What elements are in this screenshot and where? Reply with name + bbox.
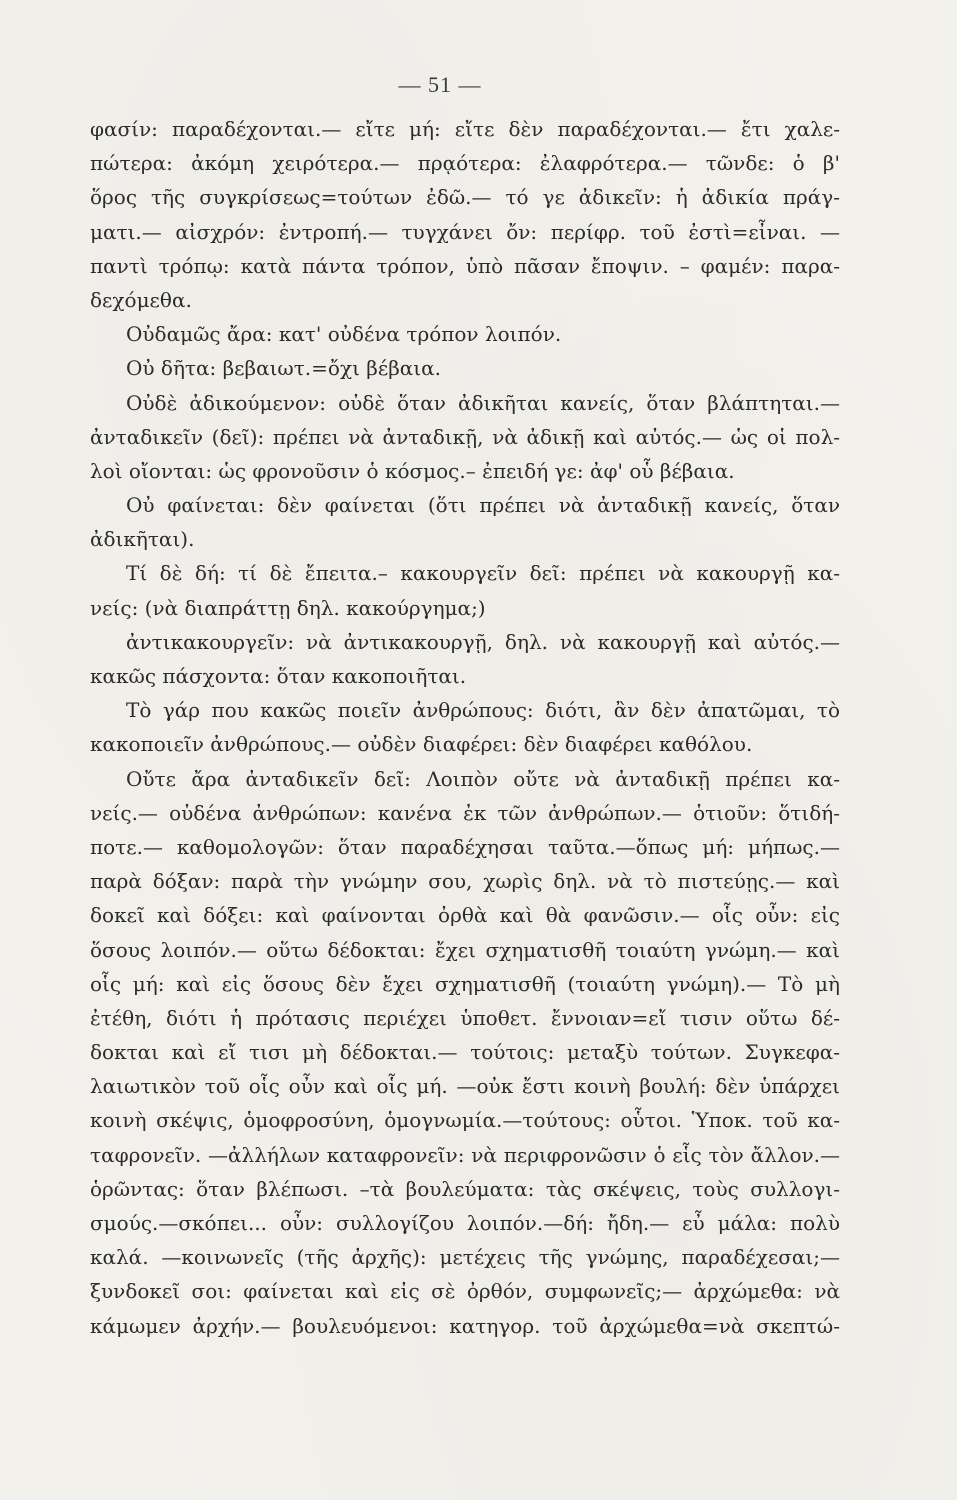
text-line: οἷς μή: καὶ εἰς ὅσους δὲν ἔχει σχηματισθῆ (τοιαύτη γνώμη).— Τὸ μὴ [90, 971, 840, 996]
text-line: Τὸ γάρ που κακῶς ποιεῖν ἀνθρώπους: διότι, ἂν δὲν ἀπατῶμαι, τὸ [126, 698, 840, 723]
page-number: — 51 — [398, 72, 482, 97]
text-line: νείς: (νὰ διαπράττῃ δηλ. κακούργημα;) [90, 595, 486, 620]
text-line: φασίν: παραδέχονται.— εἴτε μή: εἴτε δὲν παραδέχονται.— ἔτι χαλε- [90, 117, 840, 141]
text-line: ὅσους λοιπόν.— οὕτω δέδοκται: ἔχει σχηματισθῆ τοιαύτη γνώμη.— καὶ [90, 937, 840, 962]
text-line: δεχόμεθα. [90, 287, 192, 312]
text-line: παρὰ δόξαν: παρὰ τὴν γνώμην σου, χωρὶς δηλ. νὰ τὸ πιστεύῃς.— καὶ [90, 869, 840, 894]
text-line: ματι.— αἰσχρόν: ἐντροπή.— τυγχάνει ὄν: περίφρ. τοῦ ἐστὶ=εἶναι. — [90, 219, 840, 244]
text-line: ποτε.— καθομολογῶν: ὅταν παραδέχησαι ταῦτα.—ὅπως μή: μήπως.— [90, 834, 840, 859]
text-line: καλά. —κοινωνεῖς (τῆς ἀρχῆς): μετέχεις τῆς γνώμης, παραδέχεσαι;— [90, 1245, 840, 1270]
text-line: ἐτέθη, διότι ἡ πρότασις περιέχει ὑποθετ. ἔννοιαν=εἴ τισιν οὕτω δέ- [90, 1005, 840, 1030]
commentary-text-block [90, 112, 840, 1343]
text-line: ἀντικακουργεῖν: νὰ ἀντικακουργῇ, δηλ. νὰ κακουργῇ καὶ αὐτός.— [126, 629, 840, 654]
text-line: Οὐδαμῶς ἄρα: κατ' οὐδένα τρόπον λοιπόν. [126, 322, 562, 347]
text-line: ἀνταδικεῖν (δεῖ): πρέπει νὰ ἀνταδικῇ, νὰ ἀδικῇ καὶ αὐτός.— ὡς οἱ πολ- [90, 424, 840, 449]
text-line: Οὐδὲ ἀδικούμενον: οὐδὲ ὅταν ἀδικῆται κανείς, ὅταν βλάπτηται.— [126, 390, 840, 415]
text-line: κάμωμεν ἀρχήν.— βουλευόμενοι: κατηγορ. τοῦ ἀρχώμεθα=νὰ σκεπτώ- [90, 1313, 840, 1338]
text-line: κοινὴ σκέψις, ὁμοφροσύνη, ὁμογνωμία.—τούτους: οὗτοι. Ὑποκ. τοῦ κα- [90, 1108, 840, 1133]
text-line: δοκται καὶ εἴ τισι μὴ δέδοκται.— τούτοις: μεταξὺ τούτων. Συγκεφα- [90, 1040, 840, 1065]
text-line: κακῶς πάσχοντα: ὅταν κακοποιῆται. [90, 664, 467, 688]
text-line: Τί δὲ δή: τί δὲ ἔπειτα.– κακουργεῖν δεῖ: πρέπει νὰ κακουργῇ κα- [126, 561, 840, 586]
text-line: Οὐ φαίνεται: δὲν φαίνεται (ὅτι πρέπει νὰ ἀνταδικῇ κανείς, ὅταν [126, 493, 840, 518]
text-line: δοκεῖ καὶ δόξει: καὶ φαίνονται ὀρθὰ καὶ θὰ φανῶσιν.— οἷς οὖν: εἰς [90, 903, 840, 928]
text-line: κακοποιεῖν ἀνθρώπους.— οὐδὲν διαφέρει: δὲν διαφέρει καθόλου. [90, 732, 753, 757]
text-line: σμούς.—σκόπει... οὖν: συλλογίζου λοιπόν.—δή: ἤδη.— εὖ μάλα: πολὺ [90, 1211, 840, 1235]
text-line: ξυνδοκεῖ σοι: φαίνεται καὶ εἰς σὲ ὀρθόν, συμφωνεῖς;— ἀρχώμεθα: νὰ [90, 1279, 840, 1304]
text-line: Οὔτε ἄρα ἀνταδικεῖν δεῖ: Λοιπὸν οὔτε νὰ ἀνταδικῇ πρέπει κα- [126, 766, 840, 791]
text-line: λοὶ οἴονται: ὡς φρονοῦσιν ὁ κόσμος.– ἐπειδή γε: ἀφ' οὗ βέβαια. [90, 458, 735, 483]
text-line: λαιωτικὸν τοῦ οἷς οὖν καὶ οἷς μή. —οὐκ ἔστι κοινὴ βουλή: δὲν ὑπάρχει [90, 1074, 840, 1099]
text-line: ἀδικῆται). [90, 527, 195, 552]
text-line: ταφρονεῖν. —ἀλλήλων καταφρονεῖν: νὰ περιφρονῶσιν ὁ εἷς τὸν ἄλλον.— [90, 1142, 840, 1167]
text-line: ὅρος τῆς συγκρίσεως=τούτων ἐδῶ.— τό γε ἀδικεῖν: ἡ ἀδικία πράγ- [90, 185, 840, 210]
text-line: παντὶ τρόπῳ: κατὰ πάντα τρόπον, ὑπὸ πᾶσαν ἔποψιν. – φαμέν: παρα- [90, 253, 840, 278]
text-line: ὁρῶντας: ὅταν βλέπωσι. –τὰ βουλεύματα: τὰς σκέψεις, τοὺς συλλογι- [90, 1176, 840, 1201]
text-line: νείς.— οὐδένα ἀνθρώπων: κανένα ἐκ τῶν ἀνθρώπων.— ὁτιοῦν: ὅτιδή- [90, 800, 840, 825]
text-line: Οὐ δῆτα: βεβαιωτ.=ὄχι βέβαια. [126, 356, 441, 381]
text-line: πώτερα: ἀκόμη χειρότερα.— πρᾳότερα: ἐλαφρότερα.— τῶνδε: ὁ β' [90, 151, 840, 176]
